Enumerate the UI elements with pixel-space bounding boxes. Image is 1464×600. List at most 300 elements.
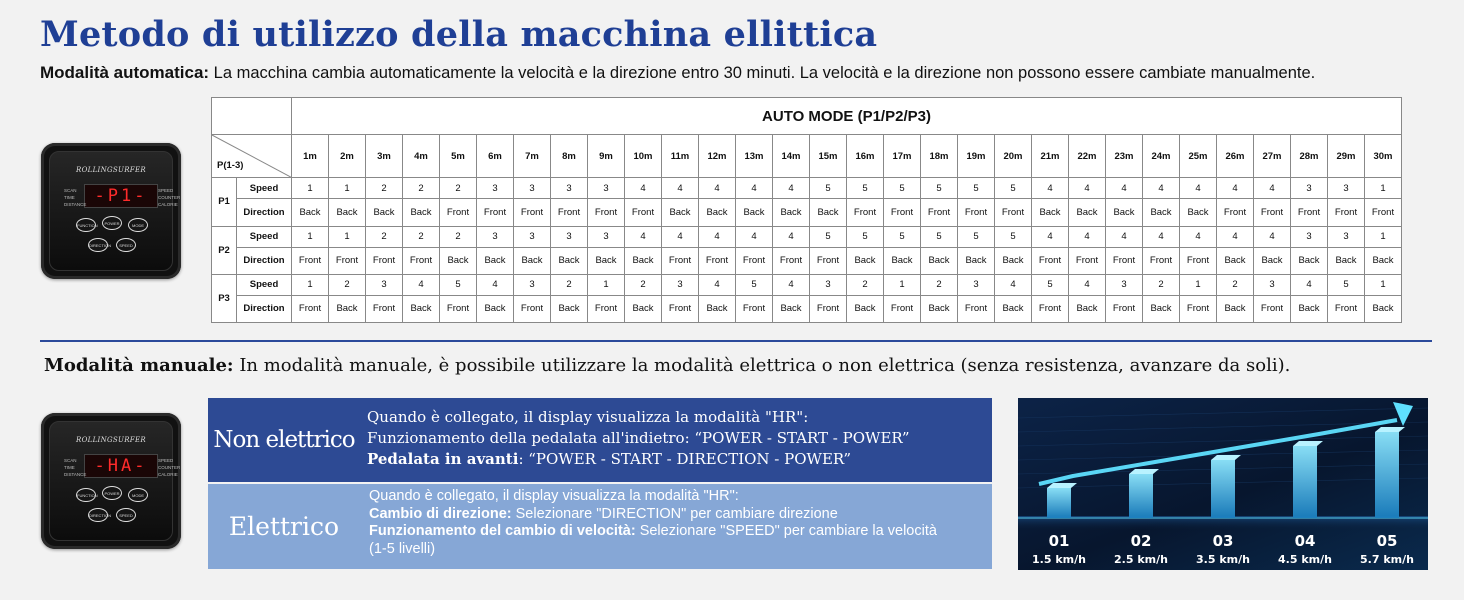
direction-cell: Front bbox=[1143, 247, 1180, 274]
direction-cell: Front bbox=[810, 247, 847, 274]
speed-cell: 4 bbox=[662, 178, 699, 199]
speed-cell: 4 bbox=[1291, 274, 1328, 295]
console-left-label: TIME bbox=[64, 195, 75, 200]
console-button: FUNCTION bbox=[76, 488, 96, 502]
speed-cell: 2 bbox=[403, 178, 440, 199]
minute-header: 22m bbox=[1069, 135, 1106, 178]
non-electric-instructions bbox=[367, 407, 910, 470]
background-line bbox=[1018, 436, 1428, 446]
direction-cell: Front bbox=[1106, 247, 1143, 274]
speed-cell: 4 bbox=[625, 226, 662, 247]
speed-cell: 2 bbox=[625, 274, 662, 295]
console-brand: ROLLINGSURFER bbox=[76, 436, 146, 444]
speed-cell: 5 bbox=[440, 274, 477, 295]
direction-cell: Back bbox=[477, 247, 514, 274]
direction-cell: Front bbox=[1180, 295, 1217, 322]
auto-mode-description bbox=[40, 63, 1315, 83]
speed-level-number: 02 bbox=[1130, 532, 1152, 550]
direction-cell: Back bbox=[921, 295, 958, 322]
direction-cell: Front bbox=[773, 247, 810, 274]
speed-cell: 2 bbox=[366, 178, 403, 199]
program-label: P2 bbox=[212, 226, 237, 274]
speed-cell: 5 bbox=[995, 178, 1032, 199]
speed-cell: 4 bbox=[625, 178, 662, 199]
speed-cell: 2 bbox=[440, 226, 477, 247]
manual-mode-text: In modalità manuale, è possibile utilizzare la modalità elettrica o non elettrica (senza resistenza, avanzare da soli). bbox=[233, 355, 1291, 376]
minute-header: 17m bbox=[884, 135, 921, 178]
direction-cell: Front bbox=[662, 295, 699, 322]
speed-cell: 1 bbox=[292, 178, 329, 199]
speed-cell: 5 bbox=[921, 178, 958, 199]
speed-cell: 4 bbox=[1143, 226, 1180, 247]
electric-line-3 bbox=[369, 523, 937, 541]
direction-cell: Back bbox=[1328, 247, 1365, 274]
speed-cell: 3 bbox=[588, 226, 625, 247]
direction-cell: Front bbox=[1254, 199, 1291, 226]
minute-header: 4m bbox=[403, 135, 440, 178]
speed-cell: 4 bbox=[699, 274, 736, 295]
minute-header: 10m bbox=[625, 135, 662, 178]
auto-mode-table bbox=[211, 97, 1402, 323]
direction-cell: Back bbox=[773, 295, 810, 322]
speed-cell: 3 bbox=[1328, 178, 1365, 199]
console-image-hr bbox=[41, 413, 181, 549]
direction-cell: Back bbox=[1069, 199, 1106, 226]
speed-cell: 1 bbox=[1365, 274, 1402, 295]
direction-cell: Front bbox=[958, 295, 995, 322]
direction-cell: Front bbox=[884, 295, 921, 322]
speed-cell: 2 bbox=[847, 274, 884, 295]
direction-cell: Front bbox=[884, 199, 921, 226]
direction-cell: Front bbox=[1254, 295, 1291, 322]
direction-cell: Front bbox=[514, 199, 551, 226]
direction-cell: Back bbox=[1291, 295, 1328, 322]
minute-header: 5m bbox=[440, 135, 477, 178]
direction-cell: Front bbox=[1291, 199, 1328, 226]
speed-cell: 2 bbox=[366, 226, 403, 247]
speed-cell: 1 bbox=[292, 274, 329, 295]
electric-line-3-rest: Selezionare "SPEED" per cambiare la velocità bbox=[635, 523, 937, 539]
speed-cell: 5 bbox=[810, 178, 847, 199]
non-electric-line-2: Funzionamento della pedalata all'indietro: “POWER - START - POWER” bbox=[367, 429, 910, 447]
direction-cell: Back bbox=[1180, 199, 1217, 226]
speed-cell: 5 bbox=[1328, 274, 1365, 295]
speed-cell: 4 bbox=[773, 274, 810, 295]
direction-cell: Front bbox=[366, 295, 403, 322]
speed-cell: 3 bbox=[958, 274, 995, 295]
speed-cell: 5 bbox=[958, 226, 995, 247]
direction-cell: Back bbox=[699, 199, 736, 226]
speed-levels-svg bbox=[1018, 398, 1428, 570]
direction-cell: Front bbox=[403, 247, 440, 274]
direction-cell: Back bbox=[995, 295, 1032, 322]
speed-levels-graphic bbox=[1018, 398, 1428, 570]
direction-cell: Front bbox=[292, 247, 329, 274]
minute-header: 26m bbox=[1217, 135, 1254, 178]
direction-cell: Front bbox=[736, 295, 773, 322]
speed-level-number: 03 bbox=[1212, 532, 1234, 550]
speed-bar bbox=[1129, 474, 1153, 518]
speed-cell: 2 bbox=[440, 178, 477, 199]
direction-cell: Back bbox=[847, 295, 884, 322]
console-image-p1 bbox=[41, 143, 181, 279]
speed-level-value: 2.5 km/h bbox=[1114, 553, 1168, 566]
speed-level-value: 3.5 km/h bbox=[1196, 553, 1250, 566]
direction-cell: Back bbox=[958, 247, 995, 274]
direction-cell: Front bbox=[514, 295, 551, 322]
direction-cell: Front bbox=[1180, 247, 1217, 274]
minute-header: 16m bbox=[847, 135, 884, 178]
page-title: Metodo di utilizzo della macchina ellittica bbox=[40, 14, 878, 55]
speed-cell: 5 bbox=[810, 226, 847, 247]
direction-cell: Back bbox=[773, 199, 810, 226]
console-button: POWER bbox=[102, 216, 122, 230]
direction-cell: Back bbox=[551, 247, 588, 274]
direction-cell: Back bbox=[1254, 247, 1291, 274]
speed-cell: 3 bbox=[514, 226, 551, 247]
section-divider bbox=[40, 340, 1432, 342]
direction-cell: Back bbox=[847, 247, 884, 274]
speed-bar bbox=[1293, 446, 1317, 518]
console-button: SPEED bbox=[116, 238, 136, 252]
direction-cell: Back bbox=[440, 247, 477, 274]
speed-bar-top bbox=[1375, 427, 1405, 432]
speed-cell: 1 bbox=[1365, 226, 1402, 247]
speed-bar bbox=[1047, 488, 1071, 518]
electric-instructions bbox=[369, 488, 937, 558]
direction-cell: Front bbox=[588, 199, 625, 226]
speed-cell: 5 bbox=[736, 274, 773, 295]
console-right-label: SPEED bbox=[158, 188, 174, 193]
auto-mode-text: La macchina cambia automaticamente la velocità e la direzione entro 30 minuti. La velocità e la direzione non possono essere cambiate manualmente. bbox=[209, 64, 1316, 82]
console-panel bbox=[49, 421, 181, 541]
direction-cell: Back bbox=[625, 295, 662, 322]
direction-cell: Front bbox=[625, 199, 662, 226]
background-line bbox=[1018, 408, 1428, 418]
direction-cell: Front bbox=[366, 247, 403, 274]
minute-header: 2m bbox=[329, 135, 366, 178]
speed-cell: 1 bbox=[1180, 274, 1217, 295]
direction-cell: Back bbox=[1217, 247, 1254, 274]
non-electric-panel bbox=[208, 398, 992, 482]
speed-cell: 4 bbox=[736, 226, 773, 247]
console-left-label: DISTANCE bbox=[64, 202, 87, 207]
speed-cell: 4 bbox=[1106, 226, 1143, 247]
speed-cell: 1 bbox=[329, 178, 366, 199]
non-electric-line-3-rest: : “POWER - START - DIRECTION - POWER” bbox=[518, 450, 852, 468]
direction-cell: Front bbox=[1032, 247, 1069, 274]
direction-row-label: Direction bbox=[237, 199, 292, 226]
direction-cell: Back bbox=[662, 199, 699, 226]
manual-mode-description bbox=[44, 355, 1290, 376]
minute-header: 1m bbox=[292, 135, 329, 178]
minute-header: 29m bbox=[1328, 135, 1365, 178]
direction-cell: Back bbox=[329, 199, 366, 226]
console-button: SPEED bbox=[116, 508, 136, 522]
direction-cell: Front bbox=[995, 199, 1032, 226]
speed-row-label: Speed bbox=[237, 274, 292, 295]
direction-cell: Back bbox=[477, 295, 514, 322]
direction-cell: Front bbox=[847, 199, 884, 226]
minute-header: 30m bbox=[1365, 135, 1402, 178]
table-corner bbox=[212, 135, 292, 178]
speed-cell: 3 bbox=[514, 178, 551, 199]
direction-cell: Front bbox=[292, 295, 329, 322]
minute-header: 13m bbox=[736, 135, 773, 178]
direction-cell: Front bbox=[440, 199, 477, 226]
direction-cell: Front bbox=[1032, 295, 1069, 322]
minute-header: 25m bbox=[1180, 135, 1217, 178]
non-electric-line-3-bold: Pedalata in avanti bbox=[367, 450, 519, 468]
speed-bar bbox=[1375, 432, 1399, 518]
electric-line-3-bold: Funzionamento del cambio di velocità: bbox=[369, 523, 636, 539]
direction-cell: Back bbox=[1217, 295, 1254, 322]
speed-cell: 3 bbox=[810, 274, 847, 295]
direction-cell: Front bbox=[699, 247, 736, 274]
speed-cell: 4 bbox=[995, 274, 1032, 295]
speed-level-value: 5.7 km/h bbox=[1360, 553, 1414, 566]
direction-cell: Back bbox=[736, 199, 773, 226]
speed-cell: 1 bbox=[329, 226, 366, 247]
direction-cell: Back bbox=[810, 199, 847, 226]
minute-header: 3m bbox=[366, 135, 403, 178]
speed-cell: 2 bbox=[403, 226, 440, 247]
non-electric-line-3 bbox=[367, 449, 910, 470]
speed-cell: 1 bbox=[588, 274, 625, 295]
speed-cell: 3 bbox=[477, 178, 514, 199]
table-corner-empty bbox=[212, 98, 292, 135]
speed-cell: 5 bbox=[958, 178, 995, 199]
speed-cell: 4 bbox=[1069, 226, 1106, 247]
minute-header: 9m bbox=[588, 135, 625, 178]
speed-cell: 3 bbox=[1106, 274, 1143, 295]
direction-cell: Back bbox=[884, 247, 921, 274]
direction-cell: Back bbox=[1365, 247, 1402, 274]
direction-cell: Back bbox=[699, 295, 736, 322]
minute-header: 19m bbox=[958, 135, 995, 178]
direction-cell: Back bbox=[1143, 295, 1180, 322]
console-left-label: DISTANCE bbox=[64, 472, 87, 477]
speed-cell: 4 bbox=[1069, 274, 1106, 295]
speed-cell: 4 bbox=[1180, 226, 1217, 247]
direction-cell: Back bbox=[625, 247, 662, 274]
speed-cell: 2 bbox=[329, 274, 366, 295]
direction-cell: Back bbox=[995, 247, 1032, 274]
speed-level-value: 4.5 km/h bbox=[1278, 553, 1332, 566]
speed-cell: 4 bbox=[1106, 178, 1143, 199]
console-right-label: CALORIE bbox=[158, 202, 178, 207]
minute-header: 15m bbox=[810, 135, 847, 178]
direction-cell: Back bbox=[1069, 295, 1106, 322]
direction-cell: Front bbox=[1365, 199, 1402, 226]
minute-header: 7m bbox=[514, 135, 551, 178]
direction-cell: Front bbox=[1217, 199, 1254, 226]
direction-cell: Front bbox=[588, 295, 625, 322]
speed-level-number: 04 bbox=[1294, 532, 1316, 550]
console-right-label: CALORIE bbox=[158, 472, 178, 477]
direction-cell: Front bbox=[440, 295, 477, 322]
program-label: P1 bbox=[212, 178, 237, 226]
speed-cell: 1 bbox=[884, 274, 921, 295]
minute-header: 8m bbox=[551, 135, 588, 178]
minute-header: 11m bbox=[662, 135, 699, 178]
auto-mode-label: Modalità automatica: bbox=[40, 63, 210, 82]
speed-cell: 5 bbox=[1032, 274, 1069, 295]
speed-cell: 5 bbox=[921, 226, 958, 247]
electric-title: Elettrico bbox=[228, 512, 340, 541]
direction-cell: Back bbox=[921, 247, 958, 274]
direction-cell: Back bbox=[1365, 295, 1402, 322]
speed-cell: 4 bbox=[773, 178, 810, 199]
speed-cell: 5 bbox=[884, 226, 921, 247]
program-label: P3 bbox=[212, 274, 237, 322]
direction-cell: Back bbox=[588, 247, 625, 274]
console-button: MODE bbox=[128, 218, 148, 232]
direction-cell: Back bbox=[1032, 199, 1069, 226]
speed-level-value: 1.5 km/h bbox=[1032, 553, 1086, 566]
speed-cell: 5 bbox=[847, 226, 884, 247]
speed-cell: 3 bbox=[1291, 226, 1328, 247]
speed-cell: 3 bbox=[551, 178, 588, 199]
speed-cell: 4 bbox=[1032, 178, 1069, 199]
console-right-label: COUNTER bbox=[158, 465, 181, 470]
speed-cell: 4 bbox=[662, 226, 699, 247]
speed-cell: 3 bbox=[662, 274, 699, 295]
direction-cell: Front bbox=[1069, 247, 1106, 274]
electric-line-2 bbox=[369, 506, 937, 524]
console-button: DIRECTION bbox=[88, 238, 108, 252]
speed-cell: 4 bbox=[736, 178, 773, 199]
console-display: -HA- bbox=[84, 454, 158, 478]
speed-cell: 1 bbox=[292, 226, 329, 247]
speed-cell: 5 bbox=[884, 178, 921, 199]
direction-cell: Front bbox=[662, 247, 699, 274]
speed-level-number: 05 bbox=[1376, 532, 1398, 550]
speed-cell: 3 bbox=[1291, 178, 1328, 199]
direction-cell: Back bbox=[403, 295, 440, 322]
speed-cell: 4 bbox=[1032, 226, 1069, 247]
speed-cell: 3 bbox=[477, 226, 514, 247]
console-button: POWER bbox=[102, 486, 122, 500]
speed-cell: 4 bbox=[1180, 178, 1217, 199]
speed-bar-top bbox=[1129, 469, 1159, 474]
speed-cell: 4 bbox=[1217, 226, 1254, 247]
direction-cell: Front bbox=[958, 199, 995, 226]
non-electric-title: Non elettrico bbox=[213, 427, 355, 453]
console-button: MODE bbox=[128, 488, 148, 502]
speed-cell: 3 bbox=[514, 274, 551, 295]
console-brand: ROLLINGSURFER bbox=[76, 166, 146, 174]
manual-mode-label: Modalità manuale: bbox=[44, 355, 234, 376]
console-right-label: COUNTER bbox=[158, 195, 181, 200]
speed-row-label: Speed bbox=[237, 178, 292, 199]
speed-cell: 5 bbox=[995, 226, 1032, 247]
direction-cell: Back bbox=[1143, 199, 1180, 226]
minute-header: 27m bbox=[1254, 135, 1291, 178]
speed-bar-top bbox=[1047, 483, 1077, 488]
console-left-label: SCAN bbox=[64, 458, 77, 463]
console-button: FUNCTION bbox=[76, 218, 96, 232]
speed-cell: 3 bbox=[1254, 274, 1291, 295]
table-corner-label: P(1-3) bbox=[217, 160, 244, 172]
electric-panel bbox=[208, 484, 992, 569]
console-display: -P1- bbox=[84, 184, 158, 208]
direction-cell: Front bbox=[736, 247, 773, 274]
speed-cell: 2 bbox=[1217, 274, 1254, 295]
electric-line-4: (1-5 livelli) bbox=[369, 540, 436, 557]
speed-cell: 1 bbox=[1365, 178, 1402, 199]
electric-line-1: Quando è collegato, il display visualizza la modalità "HR": bbox=[369, 488, 739, 504]
speed-cell: 5 bbox=[847, 178, 884, 199]
minute-header: 20m bbox=[995, 135, 1032, 178]
console-left-label: SCAN bbox=[64, 188, 77, 193]
minute-header: 21m bbox=[1032, 135, 1069, 178]
speed-cell: 2 bbox=[921, 274, 958, 295]
direction-cell: Back bbox=[1106, 199, 1143, 226]
direction-row-label: Direction bbox=[237, 295, 292, 322]
speed-cell: 4 bbox=[773, 226, 810, 247]
minute-header: 24m bbox=[1143, 135, 1180, 178]
speed-cell: 4 bbox=[1254, 226, 1291, 247]
direction-cell: Back bbox=[329, 295, 366, 322]
table-title: AUTO MODE (P1/P2/P3) bbox=[292, 98, 1402, 135]
direction-cell: Back bbox=[292, 199, 329, 226]
direction-cell: Back bbox=[551, 295, 588, 322]
speed-bar-top bbox=[1211, 455, 1241, 460]
direction-cell: Back bbox=[366, 199, 403, 226]
non-electric-line-1: Quando è collegato, il display visualizza la modalità "HR": bbox=[367, 408, 809, 426]
speed-cell: 3 bbox=[366, 274, 403, 295]
console-panel bbox=[49, 151, 181, 271]
speed-cell: 4 bbox=[699, 178, 736, 199]
direction-cell: Back bbox=[1291, 247, 1328, 274]
speed-row-label: Speed bbox=[237, 226, 292, 247]
direction-cell: Front bbox=[329, 247, 366, 274]
speed-cell: 2 bbox=[1143, 274, 1180, 295]
direction-cell: Front bbox=[1328, 199, 1365, 226]
console-left-label: TIME bbox=[64, 465, 75, 470]
direction-cell: Front bbox=[551, 199, 588, 226]
speed-cell: 3 bbox=[588, 178, 625, 199]
speed-cell: 3 bbox=[551, 226, 588, 247]
speed-cell: 4 bbox=[477, 274, 514, 295]
minute-header: 6m bbox=[477, 135, 514, 178]
minute-header: 12m bbox=[699, 135, 736, 178]
speed-cell: 3 bbox=[1328, 226, 1365, 247]
speed-cell: 2 bbox=[551, 274, 588, 295]
direction-row-label: Direction bbox=[237, 247, 292, 274]
direction-cell: Front bbox=[810, 295, 847, 322]
minute-header: 23m bbox=[1106, 135, 1143, 178]
direction-cell: Front bbox=[1106, 295, 1143, 322]
direction-cell: Back bbox=[514, 247, 551, 274]
electric-line-2-rest: Selezionare "DIRECTION" per cambiare direzione bbox=[511, 505, 838, 522]
direction-cell: Front bbox=[921, 199, 958, 226]
direction-cell: Back bbox=[403, 199, 440, 226]
speed-level-number: 01 bbox=[1048, 532, 1070, 550]
direction-cell: Front bbox=[477, 199, 514, 226]
direction-cell: Front bbox=[1328, 295, 1365, 322]
speed-cell: 4 bbox=[403, 274, 440, 295]
console-button: DIRECTION bbox=[88, 508, 108, 522]
minute-header: 18m bbox=[921, 135, 958, 178]
speed-cell: 4 bbox=[1069, 178, 1106, 199]
minute-header: 14m bbox=[773, 135, 810, 178]
speed-cell: 4 bbox=[1143, 178, 1180, 199]
speed-bar bbox=[1211, 460, 1235, 518]
electric-line-2-bold: Cambio di direzione: bbox=[369, 505, 512, 522]
speed-cell: 4 bbox=[699, 226, 736, 247]
